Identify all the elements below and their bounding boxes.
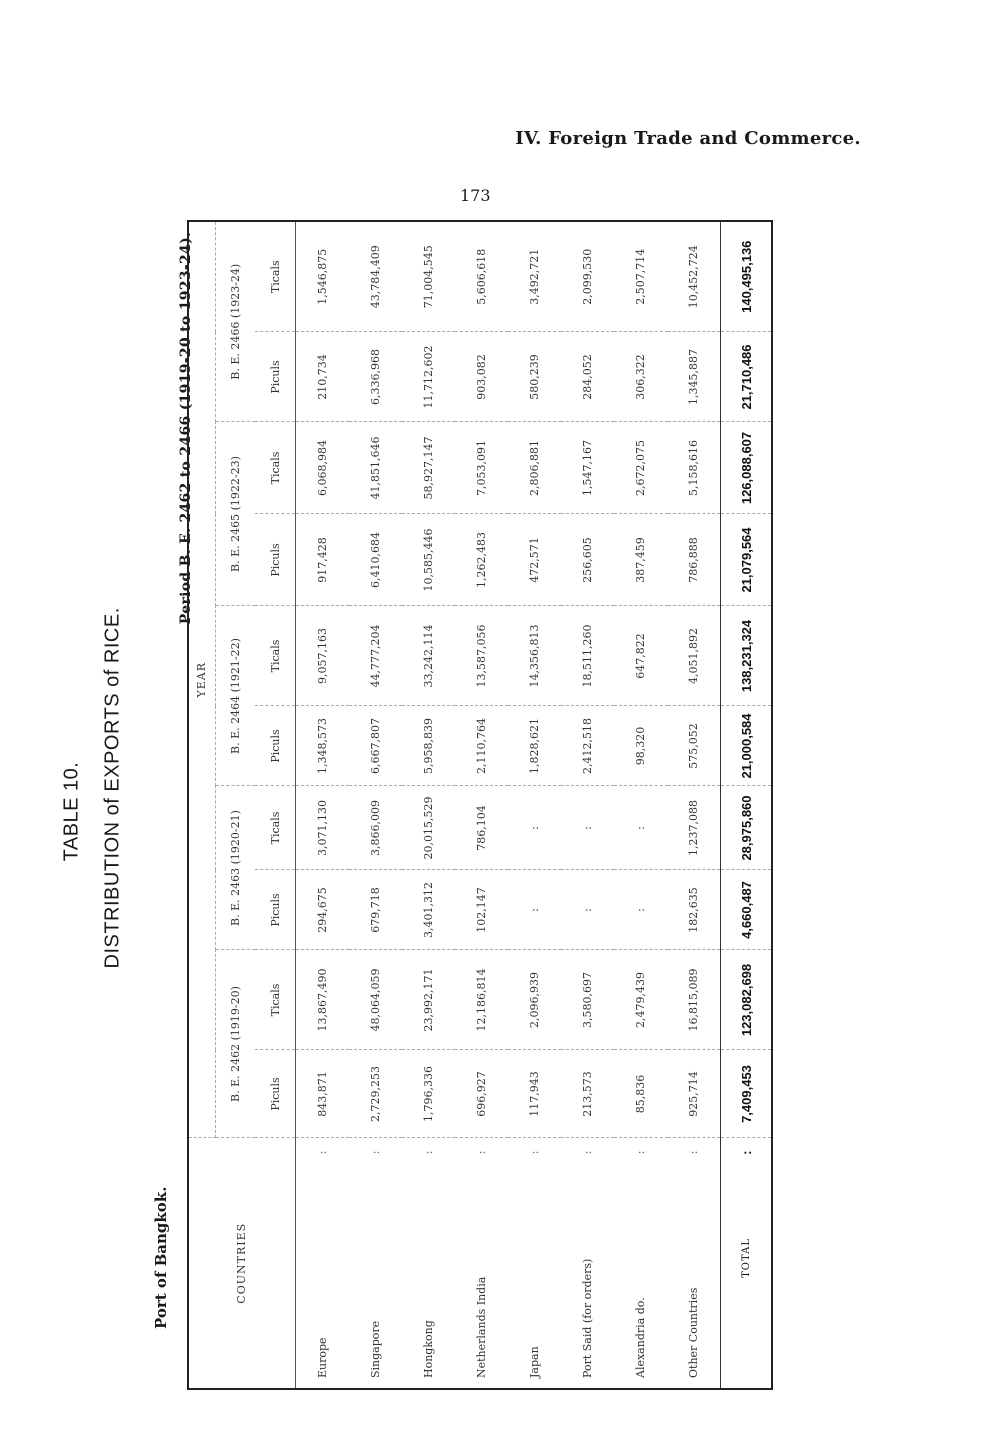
value-cell: 5,606,618 — [455, 222, 508, 332]
value-cell: 71,004,545 — [402, 222, 455, 332]
value-cell: 13,587,056 — [455, 606, 508, 706]
value-cell: 4,660,487 — [721, 870, 771, 950]
port-label: Port of Bangkok. — [152, 1186, 170, 1329]
piculs-header: Piculs — [255, 514, 295, 606]
value-cell: 903,082 — [455, 332, 508, 422]
leader-dots: : — [368, 1150, 382, 1155]
country-name: Other Countries — [687, 1287, 701, 1378]
piculs-header: Piculs — [255, 706, 295, 786]
value-cell: 786,888 — [668, 514, 721, 606]
value-cell: 1,828,621 — [508, 706, 561, 786]
value-cell: 1,348,573 — [295, 706, 348, 786]
value-cell: : — [561, 786, 614, 870]
year-column-header: B. E. 2465 (1922-23) — [215, 422, 255, 606]
value-cell: 102,147 — [455, 870, 508, 950]
value-cell: 696,927 — [455, 1050, 508, 1138]
value-cell: 210,734 — [295, 332, 348, 422]
value-cell: 1,796,336 — [402, 1050, 455, 1138]
table-row — [349, 222, 402, 1388]
value-cell: 306,322 — [614, 332, 667, 422]
year-column-header: B. E. 2464 (1921-22) — [215, 606, 255, 786]
value-cell: 7,053,091 — [455, 422, 508, 514]
year-header: YEAR — [189, 222, 215, 1138]
value-cell: 580,239 — [508, 332, 561, 422]
value-cell: 58,927,147 — [402, 422, 455, 514]
value-cell: : — [508, 870, 561, 950]
value-cell: 140,495,136 — [721, 222, 771, 332]
value-cell: 472,571 — [508, 514, 561, 606]
country-name: Europe — [315, 1337, 329, 1378]
value-cell: 11,712,602 — [402, 332, 455, 422]
value-cell: 12,186,814 — [455, 950, 508, 1050]
value-cell: : — [561, 870, 614, 950]
value-cell: 13,867,490 — [295, 950, 348, 1050]
value-cell: 123,082,698 — [721, 950, 771, 1050]
table-row — [508, 222, 561, 1388]
country-name: Port Said (for orders) — [581, 1258, 595, 1378]
table-row — [561, 222, 614, 1388]
value-cell: 2,479,439 — [614, 950, 667, 1050]
period-label: Period B. E. 2462 to 2466 (1919-20 to 1923-24). — [178, 231, 194, 625]
value-cell: 48,064,059 — [349, 950, 402, 1050]
rice-table — [189, 222, 771, 1388]
value-cell: 117,943 — [508, 1050, 561, 1138]
value-cell: 284,052 — [561, 332, 614, 422]
value-cell: 182,635 — [668, 870, 721, 950]
value-cell: 2,110,764 — [455, 706, 508, 786]
value-cell: 679,718 — [349, 870, 402, 950]
value-cell: 18,511,260 — [561, 606, 614, 706]
value-cell: 9,057,163 — [295, 606, 348, 706]
value-cell: 7,409,453 — [721, 1050, 771, 1138]
leader-dots: : — [421, 1150, 435, 1155]
value-cell: 3,401,312 — [402, 870, 455, 950]
value-cell: 126,088,607 — [721, 422, 771, 514]
value-cell: 213,573 — [561, 1050, 614, 1138]
value-cell: 2,507,714 — [614, 222, 667, 332]
leader-dots: : — [581, 1150, 595, 1155]
value-cell: 2,412,518 — [561, 706, 614, 786]
table-subtitle: DISTRIBUTION of EXPORTS of RICE. — [101, 607, 124, 969]
value-cell: 1,345,887 — [668, 332, 721, 422]
value-cell: 20,015,529 — [402, 786, 455, 870]
ticals-header: Ticals — [255, 606, 295, 706]
page-number: 173 — [460, 186, 491, 205]
value-cell: 6,410,684 — [349, 514, 402, 606]
table-row — [402, 222, 455, 1388]
rice-exports-table-frame — [187, 220, 773, 1390]
countries-header: COUNTRIES — [189, 1138, 295, 1388]
value-cell: 21,000,584 — [721, 706, 771, 786]
leader-dots: : — [721, 1138, 771, 1198]
value-cell: 256,605 — [561, 514, 614, 606]
leader-dots: : — [634, 1150, 648, 1155]
value-cell: 16,815,089 — [668, 950, 721, 1050]
rows-body — [295, 222, 771, 1388]
value-cell: 786,104 — [455, 786, 508, 870]
value-cell: 6,667,807 — [349, 706, 402, 786]
leader-dots: : — [528, 1150, 542, 1155]
value-cell: 33,242,114 — [402, 606, 455, 706]
total-row — [721, 222, 771, 1388]
value-cell: 28,975,860 — [721, 786, 771, 870]
table-row — [295, 222, 348, 1388]
country-name: Hongkong — [421, 1320, 435, 1378]
value-cell: 6,068,984 — [295, 422, 348, 514]
table-row — [614, 222, 667, 1388]
value-cell: 3,071,130 — [295, 786, 348, 870]
piculs-header: Piculs — [255, 1050, 295, 1138]
value-cell: 1,547,167 — [561, 422, 614, 514]
value-cell: 21,079,564 — [721, 514, 771, 606]
rice-exports-table — [189, 222, 771, 1388]
piculs-header: Piculs — [255, 870, 295, 950]
value-cell: 10,585,446 — [402, 514, 455, 606]
value-cell: 21,710,486 — [721, 332, 771, 422]
ticals-header: Ticals — [255, 422, 295, 514]
leader-dots: : — [315, 1150, 329, 1155]
value-cell: 85,836 — [614, 1050, 667, 1138]
value-cell: 647,822 — [614, 606, 667, 706]
section-header: IV. Foreign Trade and Commerce. — [515, 128, 861, 149]
value-cell: 23,992,171 — [402, 950, 455, 1050]
value-cell: 2,729,253 — [349, 1050, 402, 1138]
country-name: Japan — [528, 1346, 542, 1378]
value-cell: 6,336,968 — [349, 332, 402, 422]
value-cell: 43,784,409 — [349, 222, 402, 332]
value-cell: 294,675 — [295, 870, 348, 950]
value-cell: 14,356,813 — [508, 606, 561, 706]
value-cell: 138,231,324 — [721, 606, 771, 706]
value-cell: 843,871 — [295, 1050, 348, 1138]
value-cell: 2,672,075 — [614, 422, 667, 514]
country-name: Alexandria do. — [634, 1297, 648, 1378]
leader-dots: : — [474, 1150, 488, 1155]
value-cell: 2,806,881 — [508, 422, 561, 514]
value-cell: 1,546,875 — [295, 222, 348, 332]
value-cell: 41,851,646 — [349, 422, 402, 514]
year-column-header: B. E. 2466 (1923-24) — [215, 222, 255, 422]
table-title: TABLE 10. — [60, 761, 83, 862]
value-cell: 387,459 — [614, 514, 667, 606]
value-cell: 44,777,204 — [349, 606, 402, 706]
year-column-header: B. E. 2462 (1919-20) — [215, 950, 255, 1138]
table-row — [455, 222, 508, 1388]
year-column-header: B. E. 2463 (1920-21) — [215, 786, 255, 950]
value-cell: 3,866,009 — [349, 786, 402, 870]
value-cell: 98,320 — [614, 706, 667, 786]
value-cell: 1,237,088 — [668, 786, 721, 870]
value-cell: : — [614, 870, 667, 950]
value-cell: 2,099,530 — [561, 222, 614, 332]
value-cell: 925,714 — [668, 1050, 721, 1138]
ticals-header: Ticals — [255, 222, 295, 332]
value-cell: 4,051,892 — [668, 606, 721, 706]
ticals-header: Ticals — [255, 950, 295, 1050]
country-name: TOTAL — [721, 1198, 771, 1388]
value-cell: 5,958,839 — [402, 706, 455, 786]
ticals-header: Ticals — [255, 786, 295, 870]
value-cell: 575,052 — [668, 706, 721, 786]
value-cell: : — [614, 786, 667, 870]
value-cell: 5,158,616 — [668, 422, 721, 514]
value-cell: 2,096,939 — [508, 950, 561, 1050]
value-cell: 1,262,483 — [455, 514, 508, 606]
leader-dots: : — [687, 1150, 701, 1155]
piculs-header: Piculs — [255, 332, 295, 422]
value-cell: 917,428 — [295, 514, 348, 606]
table-row — [668, 222, 721, 1388]
value-cell: 10,452,724 — [668, 222, 721, 332]
value-cell: : — [508, 786, 561, 870]
country-name: Netherlands India — [474, 1276, 488, 1378]
value-cell: 3,580,697 — [561, 950, 614, 1050]
country-name: Singapore — [368, 1320, 382, 1378]
value-cell: 3,492,721 — [508, 222, 561, 332]
